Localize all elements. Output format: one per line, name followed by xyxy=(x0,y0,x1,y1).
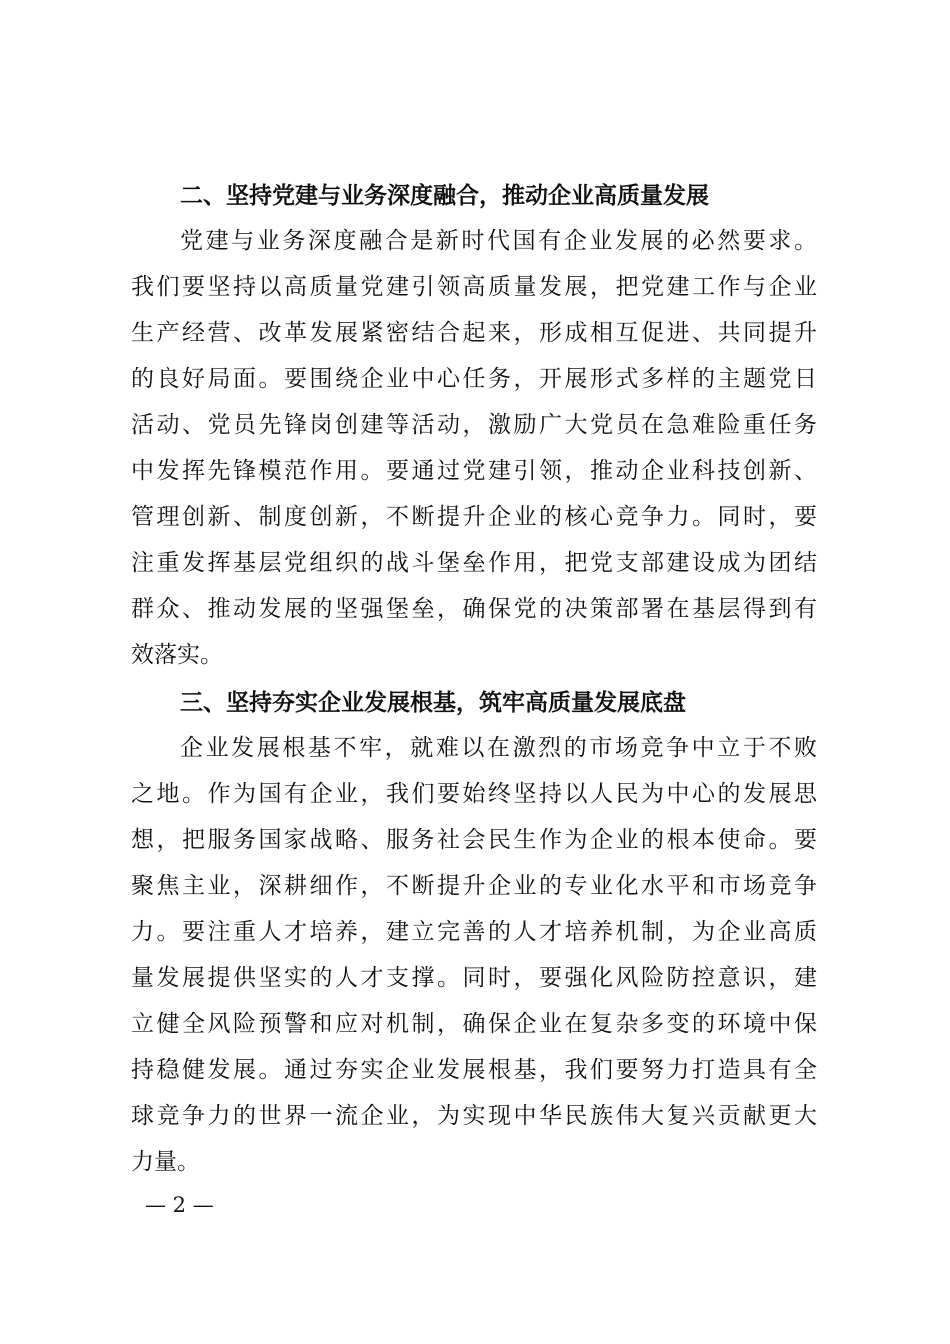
paragraph-line: 量发展提供坚实的人才支撑。同时，要强化风险防控意识，建 xyxy=(131,965,817,991)
paragraph-line: 力。要注重人才培养，建立完善的人才培养机制，为企业高质 xyxy=(131,919,817,945)
paragraph-line: 群众、推动发展的坚强堡垒，确保党的决策部署在基层得到有 xyxy=(131,596,817,622)
paragraph-line: 管理创新、制度创新，不断提升企业的核心竞争力。同时，要 xyxy=(131,504,817,530)
paragraph-line: 我们要坚持以高质量党建引领高质量发展，把党建工作与企业 xyxy=(131,274,817,300)
paragraph-line: 球竞争力的世界一流企业，为实现中华民族伟大复兴贡献更大 xyxy=(131,1103,817,1129)
paragraph-line: 注重发挥基层党组织的战斗堡垒作用，把党支部建设成为团结 xyxy=(131,550,817,576)
paragraph-line: 立健全风险预警和应对机制，确保企业在复杂多变的环境中保 xyxy=(131,1011,817,1037)
paragraph-line: 党建与业务深度融合是新时代国有企业发展的必然要求。 xyxy=(180,228,817,254)
paragraph-line: 想，把服务国家战略、服务社会民生作为企业的根本使命。要 xyxy=(131,827,817,853)
paragraph-line: 持稳健发展。通过夯实企业发展根基，我们要努力打造具有全 xyxy=(131,1057,817,1083)
paragraph-line: 企业发展根基不牢，就难以在激烈的市场竞争中立于不败 xyxy=(180,735,817,761)
paragraph-line: 效落实。 xyxy=(131,642,223,668)
paragraph-line: 聚焦主业，深耕细作，不断提升企业的专业化水平和市场竞争 xyxy=(131,873,817,899)
section-3-heading: 三、坚持夯实企业发展根基，筑牢高质量发展底盘 xyxy=(180,690,686,716)
paragraph-line: 中发挥先锋模范作用。要通过党建引领，推动企业科技创新、 xyxy=(131,458,817,484)
page-number: — 2 — xyxy=(145,1193,214,1217)
paragraph-line: 力量。 xyxy=(131,1149,200,1175)
paragraph-line: 的良好局面。要围绕企业中心任务，开展形式多样的主题党日 xyxy=(131,366,817,392)
paragraph-line: 之地。作为国有企业，我们要始终坚持以人民为中心的发展思 xyxy=(131,781,817,807)
paragraph-line: 活动、党员先锋岗创建等活动，激励广大党员在急难险重任务 xyxy=(131,412,817,438)
section-2-heading: 二、坚持党建与业务深度融合，推动企业高质量发展 xyxy=(180,183,709,209)
paragraph-line: 生产经营、改革发展紧密结合起来，形成相互促进、共同提升 xyxy=(131,320,817,346)
